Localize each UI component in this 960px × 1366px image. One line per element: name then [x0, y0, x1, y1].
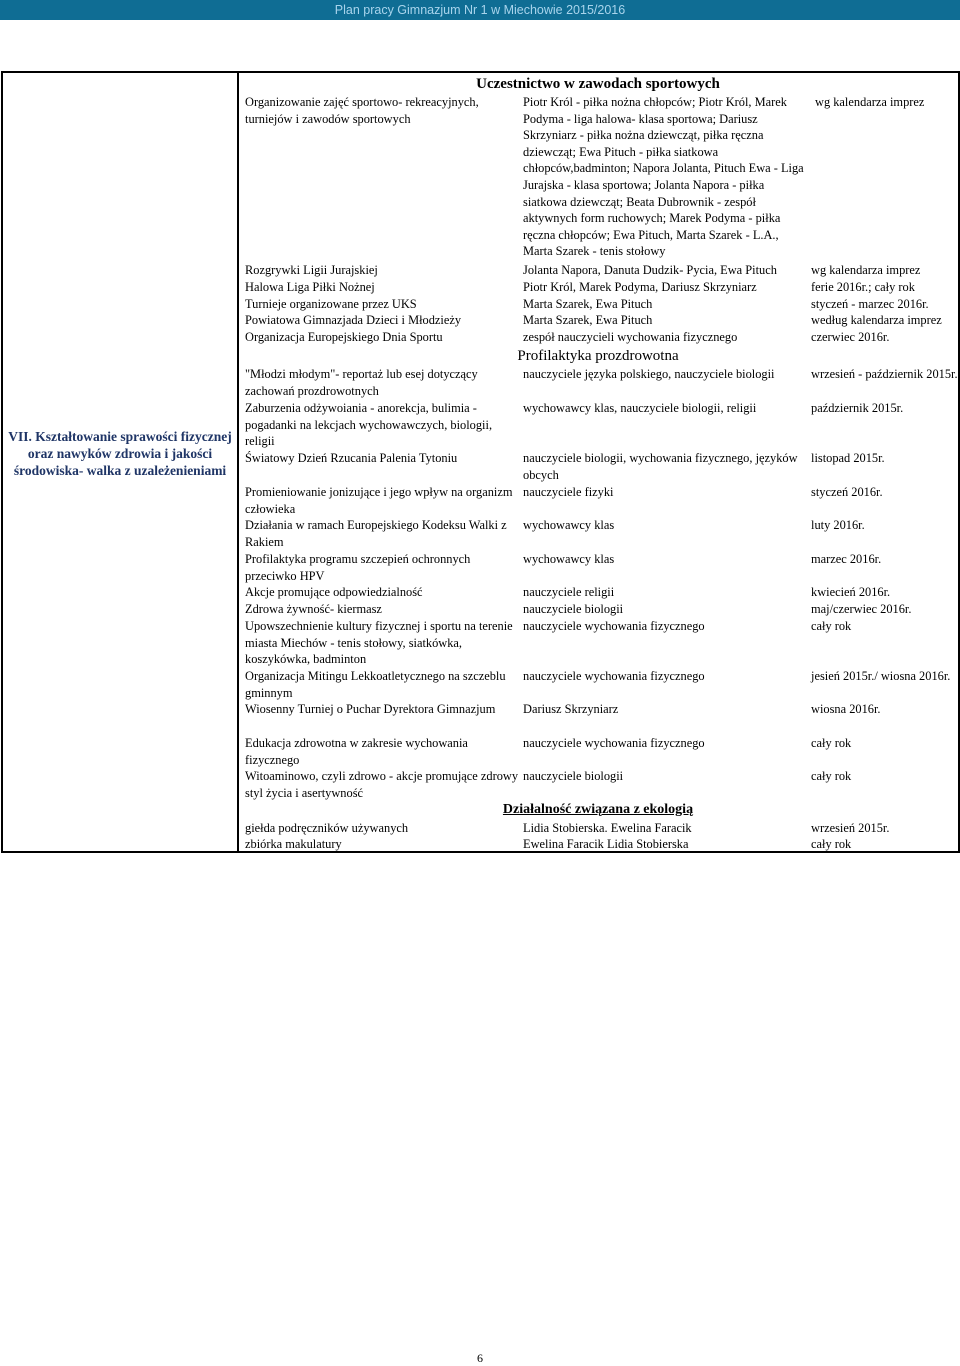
date-cell: wg kalendarza imprez: [815, 95, 925, 109]
heading-prevention: Profilaktyka prozdrowotna: [517, 348, 679, 364]
date-cell: cały rok: [811, 837, 852, 851]
task-cell: Edukacja zdrowotna w zakresie wychowania fizycznego: [245, 736, 468, 767]
responsible-cell: Piotr Król, Marek Podyma, Dariusz Skrzyniarz: [523, 280, 757, 294]
date-cell: luty 2016r.: [811, 518, 865, 532]
date-cell: październik 2015r.: [811, 401, 904, 415]
date-cell: wg kalendarza imprez: [811, 263, 921, 277]
date-cell: wrzesień - październik 2015r.: [811, 367, 958, 381]
responsible-cell: nauczyciele biologii, wychowania fizycznego, języków obcych: [523, 451, 798, 482]
responsible-cell: wychowawcy klas: [523, 518, 615, 532]
responsible-cell: nauczyciele wychowania fizycznego: [523, 669, 705, 683]
document-header: Plan pracy Gimnazjum Nr 1 w Miechowie 2015/2016: [0, 0, 960, 20]
section-title: VII. Kształtowanie sprawości fizycznej oraz nawyków zdrowia i jakości środowiska- walka z uzależenieniami: [8, 429, 232, 478]
task-cell: Upowszechnienie kultury fizycznej i sportu na terenie miasta Miechów - tenis stołowy, siatkówka, koszykówka, badminton: [245, 619, 513, 667]
date-cell: styczeń - marzec 2016r.: [811, 297, 929, 311]
heading-sports: Uczestnictwo w zawodach sportowych: [476, 76, 720, 92]
column-divider: [237, 71, 239, 853]
date-cell: cały rok: [811, 736, 852, 750]
task-cell: Działania w ramach Europejskiego Kodeksu Walki z Rakiem: [245, 518, 507, 549]
task-cell: Halowa Liga Piłki Nożnej: [245, 280, 375, 294]
task-cell: zbiórka makulatury: [245, 837, 342, 851]
responsible-cell: nauczyciele biologii: [523, 602, 624, 616]
date-cell: wiosna 2016r.: [811, 702, 881, 716]
task-cell: "Młodzi młodym"- reportaż lub esej dotyczący zachowań prozdrowotnych: [245, 367, 478, 398]
task-cell: Światowy Dzień Rzucania Palenia Tytoniu: [245, 451, 458, 465]
task-cell: Witoaminowo, czyli zdrowo - akcje promujące zdrowy styl życia i asertywność: [245, 769, 519, 800]
task-cell: Akcje promujące odpowiedzialność: [245, 585, 423, 599]
responsible-cell: Lidia Stobierska. Ewelina Faracik: [523, 821, 692, 835]
heading-ecology: Działalność związana z ekologią: [502, 802, 694, 817]
responsible-cell: nauczyciele wychowania fizycznego: [523, 619, 705, 633]
responsible-cell: Piotr Król - piłka nożna chłopców; Piotr Król, Marek Podyma - liga halowa- klasa sportowa; Dariusz Skrzyniarz - piłka nożna dziewcząt, piłka ręczna dziewcząt; Ewa Pituch - piłka siatkowa chłopców,badminton; Napora Jolanta, Pituch Ewa - Liga Jurajska - klasa sportowa; Jolanta Napora - piłka siatkowa dziewcząt; Beata Dubrownik - zespół aktywnych form ruchowych; Marek Podyma - piłka ręczna chłopców; Ewa Pituch, Marta Szarek - L.A., Marta Szarek - tenis stołowy: [523, 95, 804, 259]
date-cell: listopad 2015r.: [811, 451, 885, 465]
task-cell: giełda podręczników używanych: [245, 821, 409, 835]
task-cell: Organizowanie zajęć sportowo- rekreacyjnych, turniejów i zawodów sportowych: [245, 95, 479, 126]
task-cell: Organizacja Mitingu Lekkoatletycznego na szczeblu gminnym: [245, 669, 506, 700]
task-cell: Promieniowanie jonizujące i jego wpływ na organizm człowieka: [245, 485, 513, 516]
date-cell: wrzesień 2015r.: [811, 821, 890, 835]
task-cell: Wiosenny Turniej o Puchar Dyrektora Gimnazjum: [245, 702, 496, 716]
responsible-cell: nauczyciele religii: [523, 585, 615, 599]
task-cell: Profilaktyka programu szczepień ochronnych przeciwko HPV: [245, 552, 471, 583]
responsible-cell: Ewelina Faracik Lidia Stobierska: [523, 837, 689, 851]
date-cell: ferie 2016r.; cały rok: [811, 280, 915, 294]
responsible-cell: Marta Szarek, Ewa Pituch: [523, 297, 653, 311]
date-cell: jesień 2015r./ wiosna 2016r.: [811, 669, 951, 683]
date-cell: cały rok: [811, 619, 852, 633]
task-cell: Organizacja Europejskiego Dnia Sportu: [245, 330, 443, 344]
date-cell: maj/czerwiec 2016r.: [811, 602, 912, 616]
page-number: 6: [477, 1351, 483, 1365]
responsible-cell: Marta Szarek, Ewa Pituch: [523, 313, 653, 327]
date-cell: kwiecień 2016r.: [811, 585, 891, 599]
responsible-cell: nauczyciele wychowania fizycznego: [523, 736, 705, 750]
responsible-cell: zespół nauczycieli wychowania fizycznego: [523, 330, 738, 344]
task-cell: Rozgrywki Ligii Jurajskiej: [245, 263, 378, 277]
date-cell: marzec 2016r.: [811, 552, 882, 566]
responsible-cell: nauczyciele fizyki: [523, 485, 614, 499]
date-cell: cały rok: [811, 769, 852, 783]
task-cell: Turnieje organizowane przez UKS: [245, 297, 417, 311]
date-cell: czerwiec 2016r.: [811, 330, 890, 344]
responsible-cell: wychowawcy klas, nauczyciele biologii, religii: [523, 401, 757, 415]
date-cell: według kalendarza imprez: [811, 313, 942, 327]
date-cell: styczeń 2016r.: [811, 485, 883, 499]
responsible-cell: Jolanta Napora, Danuta Dudzik- Pycia, Ewa Pituch: [523, 263, 777, 277]
responsible-cell: nauczyciele języka polskiego, nauczyciele biologii: [523, 367, 775, 381]
responsible-cell: Dariusz Skrzyniarz: [523, 702, 619, 716]
task-cell: Zdrowa żywność- kiermasz: [245, 602, 382, 616]
task-cell: Zaburzenia odżywoiania - anorekcja, bulimia - pogadanki na lekcjach wychowawczych, biologii, religii: [245, 401, 493, 449]
responsible-cell: wychowawcy klas: [523, 552, 615, 566]
responsible-cell: nauczyciele biologii: [523, 769, 624, 783]
task-cell: Powiatowa Gimnazjada Dzieci i Młodzieży: [245, 313, 462, 327]
